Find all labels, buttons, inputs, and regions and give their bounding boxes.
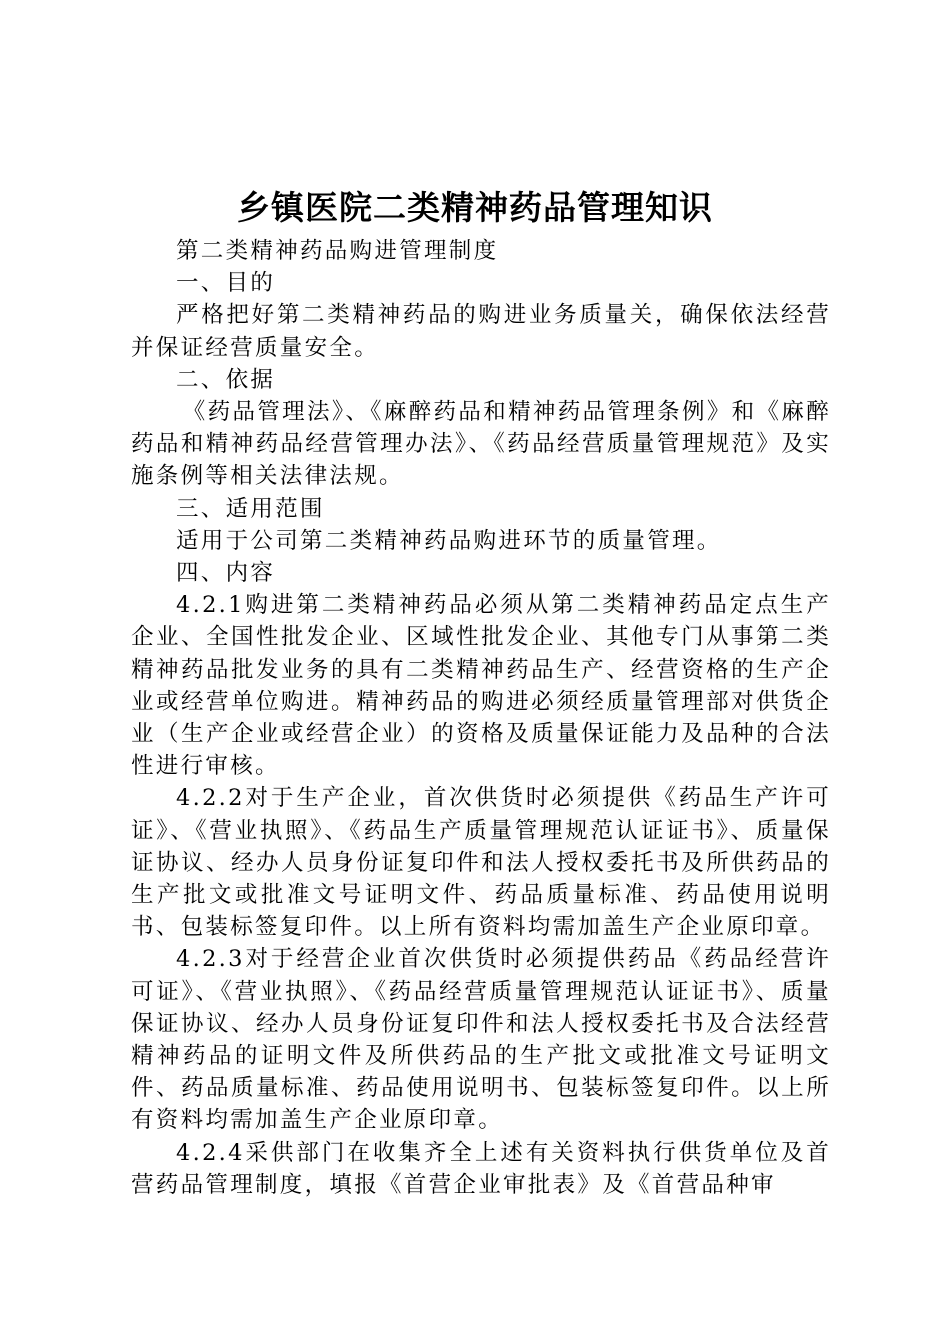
- section-heading: 四、内容: [176, 560, 276, 587]
- paragraph: 《药品管理法》、《麻醉药品和精神药品管理条例》和《麻醉药品和精神药品经营管理办法》、《药品经营质量管理规范》及实施条例等相关法律法规。: [131, 399, 831, 490]
- clause-paragraph: 4.2.4采供部门在收集齐全上述有关资料执行供货单位及首营药品管理制度，填报《首营企业审批表》及《首营品种审: [131, 1139, 831, 1198]
- section-heading: 二、依据: [176, 366, 276, 393]
- document-title: 乡镇医院二类精神药品管理知识: [237, 188, 713, 227]
- clause-paragraph: 4.2.1购进第二类精神药品必须从第二类精神药品定点生产企业、全国性批发企业、区域性批发企业、其他专门从事第二类精神药品批发业务的具有二类精神药品生产、经营资格的生产企业或经营单位购进。精神药品的购进必须经质量管理部对供货企业（生产企业或经营企业）的资格及质量保证能力及品种的合法性进行审核。: [131, 592, 831, 780]
- section-heading: 第二类精神药品购进管理制度: [176, 238, 499, 264]
- section-heading: 一、目的: [176, 270, 276, 297]
- clause-paragraph: 4.2.2对于生产企业，首次供货时必须提供《药品生产许可证》、《营业执照》、《药品生产质量管理规范认证证书》、质量保证协议、经办人员身份证复印件和法人授权委托书及所供药品的生产批文或批准文号证明文件、药品质量标准、药品使用说明书、包装标签复印件。以上所有资料均需加盖生产企业原印章。: [131, 785, 831, 941]
- paragraph: 适用于公司第二类精神药品购进环节的质量管理。: [176, 527, 722, 554]
- paragraph: 严格把好第二类精神药品的购进业务质量关，确保依法经营并保证经营质量安全。: [131, 302, 831, 361]
- section-heading: 三、适用范围: [176, 495, 325, 522]
- document-body: [131, 235, 831, 1201]
- clause-paragraph: 4.2.3对于经营企业首次供货时必须提供药品《药品经营许可证》、《营业执照》、《药品经营质量管理规范认证证书》、质量保证协议、经办人员身份证复印件和法人授权委托书及合法经营精神药品的证明文件及所供药品的生产批文或批准文号证明文件、药品质量标准、药品使用说明书、包装标签复印件。以上所有资料均需加盖生产企业原印章。: [131, 946, 831, 1134]
